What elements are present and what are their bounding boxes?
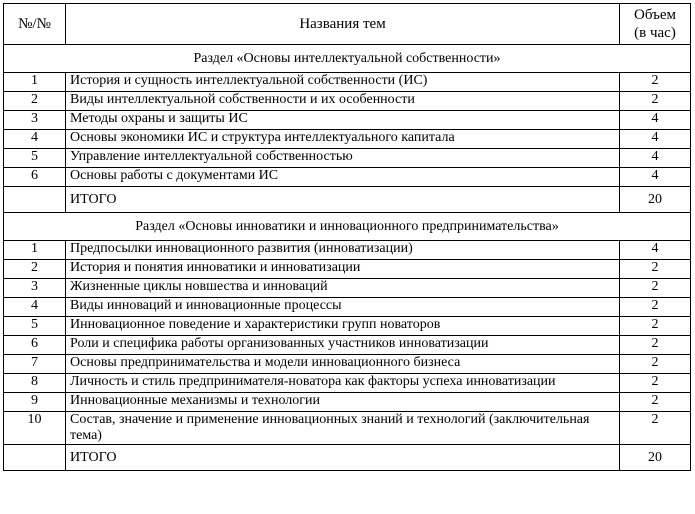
row-hours: 2 bbox=[620, 73, 691, 92]
table-row bbox=[4, 92, 691, 111]
row-num: 4 bbox=[4, 298, 66, 317]
row-topic: Основы работы с документами ИС bbox=[66, 168, 620, 187]
row-topic: Инновационное поведение и характеристики групп новаторов bbox=[66, 317, 620, 336]
row-hours: 2 bbox=[620, 92, 691, 111]
row-hours: 4 bbox=[620, 130, 691, 149]
row-hours: 2 bbox=[620, 279, 691, 298]
table-row bbox=[4, 130, 691, 149]
row-topic: Виды интеллектуальной собственности и их особенности bbox=[66, 92, 620, 111]
table-row bbox=[4, 317, 691, 336]
section-title-row bbox=[4, 45, 691, 73]
row-num: 1 bbox=[4, 73, 66, 92]
header-hours-line1: Объем bbox=[634, 7, 676, 23]
table-row bbox=[4, 149, 691, 168]
row-topic: Предпосылки инновационного развития (инноватизации) bbox=[66, 241, 620, 260]
table-row bbox=[4, 260, 691, 279]
total-label: ИТОГО bbox=[66, 445, 620, 471]
row-num: 5 bbox=[4, 317, 66, 336]
row-hours: 2 bbox=[620, 412, 691, 445]
row-num: 4 bbox=[4, 130, 66, 149]
row-topic: Основы экономики ИС и структура интеллектуального капитала bbox=[66, 130, 620, 149]
row-num: 5 bbox=[4, 149, 66, 168]
row-topic: Виды инноваций и инновационные процессы bbox=[66, 298, 620, 317]
row-hours: 4 bbox=[620, 111, 691, 130]
row-hours: 2 bbox=[620, 336, 691, 355]
row-topic: Личность и стиль предпринимателя-новатора как факторы успеха инноватизации bbox=[66, 374, 620, 393]
row-num: 1 bbox=[4, 241, 66, 260]
row-topic: Роли и специфика работы организованных участников инноватизации bbox=[66, 336, 620, 355]
total-label: ИТОГО bbox=[66, 187, 620, 213]
row-num: 6 bbox=[4, 336, 66, 355]
row-hours: 2 bbox=[620, 317, 691, 336]
row-num: 8 bbox=[4, 374, 66, 393]
table-row bbox=[4, 374, 691, 393]
section-title-row bbox=[4, 213, 691, 241]
header-hours-line2: (в час) bbox=[634, 25, 676, 41]
row-topic: История и сущность интеллектуальной собственности (ИС) bbox=[66, 73, 620, 92]
row-topic: Состав, значение и применение инновационных знаний и технологий (заключительная тема) bbox=[66, 412, 620, 445]
row-topic: Жизненные циклы новшества и инноваций bbox=[66, 279, 620, 298]
total-num-cell bbox=[4, 445, 66, 471]
row-hours: 2 bbox=[620, 260, 691, 279]
row-hours: 4 bbox=[620, 149, 691, 168]
row-num: 3 bbox=[4, 279, 66, 298]
table-row bbox=[4, 393, 691, 412]
total-hours: 20 bbox=[620, 187, 691, 213]
table-row bbox=[4, 336, 691, 355]
curriculum-table bbox=[3, 3, 691, 471]
header-hours bbox=[620, 4, 691, 45]
row-num: 2 bbox=[4, 92, 66, 111]
table-row bbox=[4, 279, 691, 298]
total-row bbox=[4, 445, 691, 471]
section-title: Раздел «Основы инноватики и инновационного предпринимательства» bbox=[4, 213, 691, 241]
header-topic: Названия тем bbox=[66, 4, 620, 45]
row-topic: Основы предпринимательства и модели инновационного бизнеса bbox=[66, 355, 620, 374]
row-num: 3 bbox=[4, 111, 66, 130]
table-row bbox=[4, 298, 691, 317]
row-topic: История и понятия инноватики и инноватизации bbox=[66, 260, 620, 279]
table-row bbox=[4, 241, 691, 260]
table-row bbox=[4, 111, 691, 130]
row-num: 2 bbox=[4, 260, 66, 279]
table-row bbox=[4, 168, 691, 187]
row-hours: 4 bbox=[620, 168, 691, 187]
table-row bbox=[4, 355, 691, 374]
section-title: Раздел «Основы интеллектуальной собственности» bbox=[4, 45, 691, 73]
total-hours: 20 bbox=[620, 445, 691, 471]
row-topic: Инновационные механизмы и технологии bbox=[66, 393, 620, 412]
row-num: 7 bbox=[4, 355, 66, 374]
row-hours: 2 bbox=[620, 355, 691, 374]
row-topic: Управление интеллектуальной собственностью bbox=[66, 149, 620, 168]
row-hours: 2 bbox=[620, 298, 691, 317]
row-num: 9 bbox=[4, 393, 66, 412]
table-row bbox=[4, 412, 691, 445]
header-row bbox=[4, 4, 691, 45]
total-num-cell bbox=[4, 187, 66, 213]
row-num: 6 bbox=[4, 168, 66, 187]
row-num: 10 bbox=[4, 412, 66, 445]
row-topic: Методы охраны и защиты ИС bbox=[66, 111, 620, 130]
table-row bbox=[4, 73, 691, 92]
row-hours: 4 bbox=[620, 241, 691, 260]
header-num: №/№ bbox=[4, 4, 66, 45]
row-hours: 2 bbox=[620, 393, 691, 412]
total-row bbox=[4, 187, 691, 213]
row-hours: 2 bbox=[620, 374, 691, 393]
